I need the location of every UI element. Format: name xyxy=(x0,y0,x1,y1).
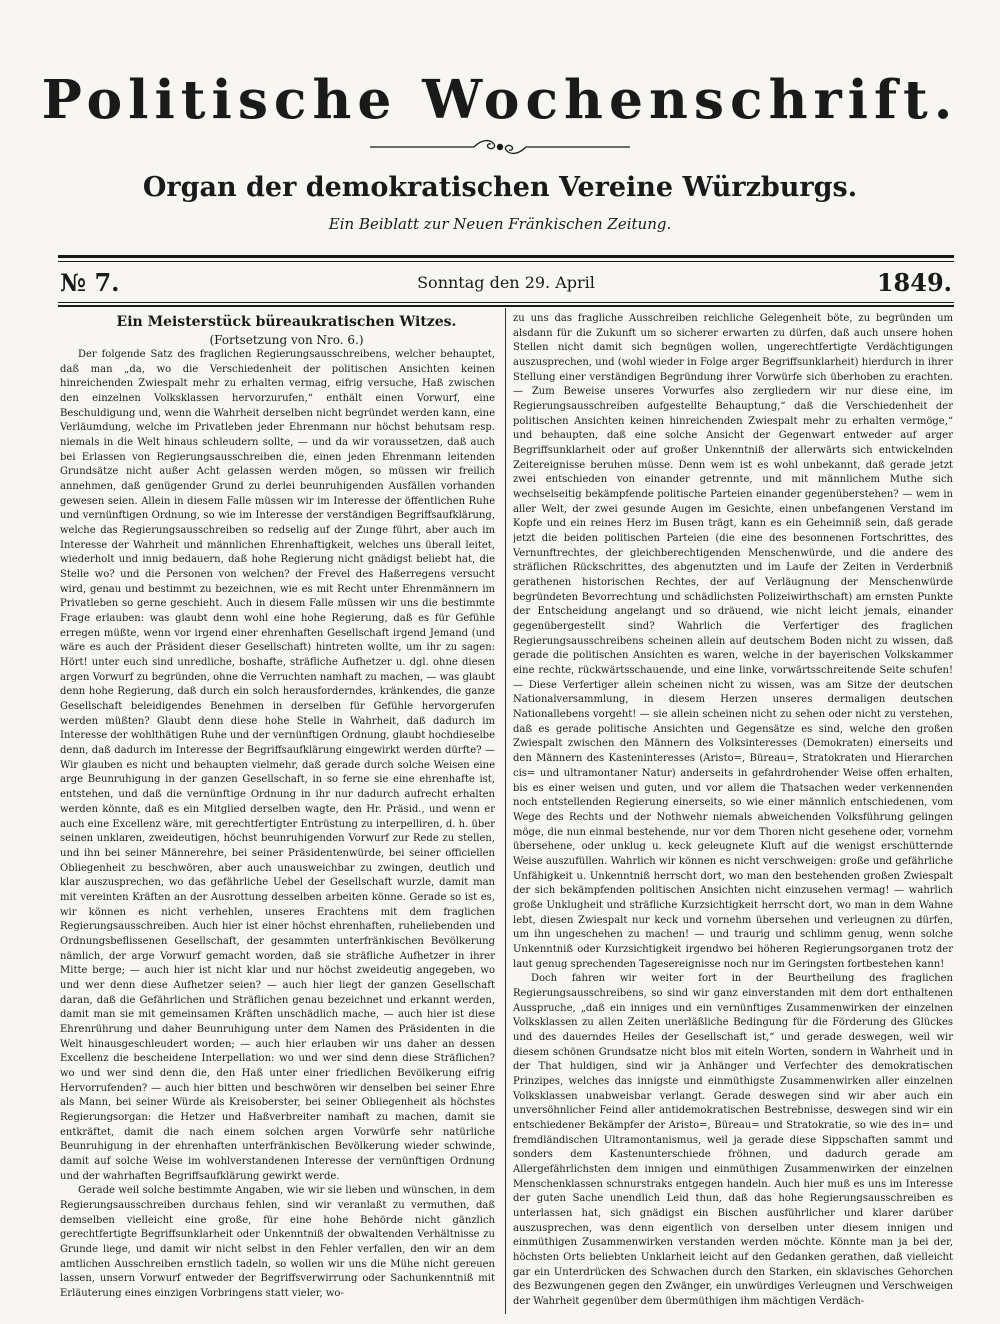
ornament-divider-icon xyxy=(370,136,630,158)
rule-top-thick xyxy=(58,255,954,258)
paragraph: Der folgende Satz des fraglichen Regierungsausschreibens, welcher behauptet, daß man „da, wo die Verschiedenheit der politischen Ansichten keinen hinreichenden Zwiespalt mehr zu erhalten vermag, eifrig versuche, Haß zwischen den einzelnen Volksklassen hervorzurufen,“ enthält einen Vorwurf, eine Beschuldigung und, wenn die Wahrheit derselben nicht begründet werden kann, eine Verläumdung, welche im Privatleben jeder Ehrenmann nur höchst behutsam resp. niemals in die Welt hinaus schleudern sollte, — und da wir voraussetzen, daß auch bei Erlassen von Regierungsausschreiben die, einen jeden Ehrenmann leitenden Grundsätze nicht außer Acht gelassen werden mögen, so müssen wir freilich annehmen, daß genügender Grund zu derlei beunruhigenden Ausfällen vorhanden gewesen seien. Allein in diesem Falle müssen wir im Interesse der öffentlichen Ruhe und vernünftigen Ordnung, so wie im Interesse der verständigen Begriffsaufklärung, welche das Regierungsausschreiben so redselig auf der Zunge führt, aber auch im Interesse der Wahrheit und männlichen Ehrenhaftigkeit, welches uns überall leitet, wiederholt und innig bedauern, daß hohe Regierung nicht gnädigst beliebt hat, die Stelle wo? und die Personen von welchen? der Frevel des Haßerregens versucht wird, genau und bestimmt zu bezeichnen, wie es mit Recht unter Ehrenmännern im Privatleben so gerne geschieht. Auch in diesem Falle müssen wir uns die bestimmte Frage erlauben: was glaubt denn wohl eine hohe Regierung, daß es für Gefühle erregen müßte, wenn vor irgend einer ehrenhaften Gesellschaft irgend Jemand (und wäre es auch der Präsident dieser Gesellschaft) hintreten wollte, um ihr zu sagen: Hört! unter euch sind unredliche, boshafte, sträfliche Aufhetzer u. dgl. ohne diesen argen Vorwurf zu begründen, ohne die Verruchten namhaft zu machen, — was glaubt denn hohe Regierung, daß durch ein solch herausforderndes, kränkendes, die ganze Gesellschaft beleidigendes Benehmen in derselben für Gefühle hervorgerufen werden müßten? Glaubt denn diese hohe Stelle in Wahrheit, daß dadurch im Interesse der wohlthätigen Ruhe und der vernünftigen Ordnung, glaubt hochdieselbe denn, daß dadurch im Interesse der Begriffsaufklärung eingewirkt werden dürfte? — Wir glauben es nicht und behaupten vielmehr, daß gerade durch solche Weisen eine arge Beunruhigung in der ganzen Gesellschaft, in so ferne sie eine ehrenhafte ist, entstehen, und daß die vernünftige Ordnung in ihr nur dadurch aufrecht erhalten werden könnte, daß es ein Mitglied derselben wagte, den Hr. Präsid., und wenn er auch eine Excellenz wäre, mit gerechtfertigter Entrüstung zu interpelliren, d. h. über seinen unklaren, zweideutigen, höchst beunruhigenden Vorwurf zur Rede zu stellen, und ihn bei seiner Männerehre, bei seiner Präsidentenwürde, bei seiner officiellen Obliegenheit zu beschwören, aber auch unausweichbar zu zwingen, deutlich und klar auszusprechen, wo das gefährliche Uebel der Gesellschaft wurzle, damit man mit vereinten Kräften an der Ausrottung desselben arbeiten könne. Gerade so ist es, wir können es nicht verhehlen, unseres Erachtens mit dem fraglichen Regierungsausschreiben. Auch hier ist einer höchst ehrenhaften, ruheliebenden und Ordnungsbeflissenen Gesellschaft, der gesammten unterfränkischen Bevölkerung nämlich, der arge Vorwurf gemacht worden, daß sie sträfliche Aufhetzer in ihrer Mitte berge; — auch hier ist nicht klar und nur höchst zweideutig angegeben, wo und wer denn diese Aufhetzer seien? — auch hier liegt der ganzen Gesellschaft daran, daß die Gefährlichen und Sträflichen genau bezeichnet und erkannt werden, damit man sie mit gemeinsamen Kräften unschädlich mache, — auch hier ist diese Ehrenrührung und daher Beunruhigung unter dem Namen des Präsidenten in die Welt hinausgeschleudert worden; — auch hier erlauben wir uns daher an dessen Excellenz die bescheidene Interpellation: wo und wer sind denn diese Sträflichen? wo und wer sind denn die, den Haß unter einer friedlichen Bevölkerung eifrig Hervorrufenden? — auch hier bitten und beschwören wir denselben bei seiner Ehre als Mann, bei seiner Würde als Kreisoberster, bei seiner Obliegenheit als höchstes Regierungsorgan: die Hetzer und Haßverbreiter namhaft zu machen, damit sie entkräftet, damit die nach einem solchen argen Vorwürfe sehr natürliche Beunruhigung in der ehrenhaften unterfränkischen Bevölkerung wieder schwinde, damit auf solche Weise im wohlverstandenen Interesse der vernünftigen Ordnung und der wahrhaften Begriffsaufklärung gewirkt werde. xyxy=(60,349,495,1182)
issue-date: Sonntag den 29. April xyxy=(417,273,595,292)
masthead-supplement: Ein Beiblatt zur Neuen Fränkischen Zeitung. xyxy=(328,215,672,233)
rule-dateline-thick xyxy=(58,305,954,307)
masthead-title: Politische Wochenschrift. xyxy=(41,68,959,131)
dateline xyxy=(58,268,954,298)
article-column-left xyxy=(60,312,495,1316)
article-continuation: (Fortsetzung von Nro. 6.) xyxy=(209,333,364,347)
rule-top-thin xyxy=(58,261,954,262)
article-title: Ein Meisterstück büreaukratischen Witzes. xyxy=(116,314,457,330)
paragraph: zu uns das fragliche Ausschreiben reichliche Gelegenheit böte, zu begründen um alsdann für die Zukunft um so sicherer erwarten zu dürfen, daß auch unsere hohen Stellen nicht damit sich begnügen wollen, ungerechtfertigte Verdächtigungen auszusprechen, und (wohl wieder in Folge arger Begriffsunklarheit) hierdurch in ihrer Stellung einer verständigen Begründung ihrer Vorwürfe sich überhoben zu erachten. — Zum Beweise unseres Vorwurfes also zergliedern wir nur diese eine, im Regierungsausschreiben aufgestellte Behauptung,“ daß die Verschiedenheit der politischen Ansichten keinen hinreichenden Zwiespalt mehr zu erhalten vermöge,“ und behaupten, daß eine solche Ansicht der Gegenwart entweder auf arger Begriffsunklarheit oder auf großer Unkenntniß der allerwärts sich entwickelnden Zeitereignisse beruhen müsse. Denn wem ist es wohl unbekannt, daß gerade jetzt zwei entschieden von einander getrennte, und mit männlichem Muthe sich wechselseitig bekämpfende politische Parteien einander gegenüberstehen? — wem in aller Welt, der zwei gesunde Augen im Gesichte, einen unbefangenen Verstand im Kopfe und ein reines Herz im Busen trägt, kann es ein Geheimniß sein, daß gerade jetzt die beiden politischen Parteien (die eine des besonnenen Fortschrittes, des Vernunftrechtes, der gleichberechtigenden Menschenwürde, und die andere des sträflichen Rückschrittes, des abgenutzten und im Laufe der Zeiten in Verderbniß gerathenen historischen Rechtes, der auf Verläugnung der Menschenwürde begründeten Bevorrechtung und schädlichsten Polizeiwirthschaft) am ernsten Punkte der Entscheidung angelangt und so dräuend, wie nicht leicht jemals, einander gegenübergestellt sind? Wahrlich die Verfertiger des fraglichen Regierungsausschreibens scheinen allein auf deutschem Boden nicht zu wissen, daß gerade die politischen Ansichten es waren, welche in der bayerischen Volkskammer eine rechte, rückwärtsschauende, und eine linke, vorwärtsschreitende Seite schufen! — Diese Verfertiger allein scheinen nicht zu wissen, was am Sitze der deutschen Nationalversammlung, in diesem Herzen unseres dermaligen deutschen Nationallebens vorgeht! — sie allein scheinen nicht zu sehen oder nicht zu verstehen, daß es gerade politische Ansichten und Gegensätze es sind, welche den großen Zwiespalt zwischen den Männern des Volksinteresses (Demokraten) einerseits und den Männern des Kasteninteresses (Aristo=, Büreau=, Stratokraten und Hierarchen cis= und ultramontaner Natur) anderseits in gefahrdrohender Weise offen erhalten, bis es einer weisen und guten, und vor allem die Thatsachen weder verkennenden noch entstellenden Regierung einerseits, so wie einer männlich entschiedenen, vom Wege des Rechts und der Nothwehr niemals abweichenden Volksführung gelingen möge, die nun einmal bestehende, nur vor dem Thoren nicht gesehene oder, vornehm übersehene, oder unklug u. keck geleugnete Kluft auf die wenigst erschütternde Weise auszufüllen. Wahrlich wir können es nicht verschweigen: große und gefährliche Unfähigkeit u. Unkenntniß herrscht dort, wo man den bestehenden großen Zwiespalt der sich bekämpfenden politischen Ansichten nicht einzusehen vermag! — wahrlich große Unklugheit und sträfliche Kurzsichtigkeit herrscht dort, wo man in dem Wahne lebt, diesen Zwiespalt nur keck und vornehm übersehen und verleugnen zu dürfen, um ihn ungeschehen zu machen! — und traurig und schlimm genug, wenn solche Unkenntniß oder Kurzsichtigkeit irgendwo bei höheren Regierungsorganen trotz der laut genug sprechenden Tagesereignisse noch nur im Geringsten fortbestehen kann! xyxy=(513,313,953,970)
paragraph: Gerade weil solche bestimmte Angaben, wie wir sie lieben und wünschen, in dem Regierungsausschreiben durchaus fehlen, sind wir veranlaßt zu vermuthen, daß demselben vielleicht eine große, für eine hohe Behörde nicht gänzlich gerechtfertigte Begriffsunklarheit oder Unkenntniß der obwaltenden Verhältnisse zu Grunde liege, und damit wir nicht selbst in den Fehler verfallen, den wir an dem amtlichen Ausschreiben ernstlich tadeln, so wollen wir uns die Mühe nicht gereuen lassen, unsern Vorwurf entweder der Begriffsverwirrung oder Sachunkenntniß mit Erläuterung eines einzigen Vorbringens statt vieler, wo- xyxy=(60,1185,495,1299)
masthead-subtitle: Organ der demokratischen Vereine Würzburgs. xyxy=(142,172,858,203)
column-divider xyxy=(505,308,506,1314)
rule-dateline-thin xyxy=(58,302,954,303)
issue-number: № 7. xyxy=(60,268,120,297)
issue-year: 1849. xyxy=(876,268,952,297)
paragraph: Doch fahren wir weiter fort in der Beurtheilung des fraglichen Regierungsausschreibens, so sind wir ganz einverstanden mit dem dort enthaltenen Ausspruche, „daß ein inniges und ein vernünftiges Zusammenwirken der einzelnen Volksklassen zu allen Zeiten unerläßliche Bedingung für die Förderung des Glückes und des dauerndes Heiles der Gesellschaft ist,“ und gerade deswegen, weil wir diesem schönen Grundsatze nicht blos mit eiteln Worten, sondern in Wahrheit und in der That huldigen, sind wir ja Anhänger und Verfechter des demokratischen Prinzipes, welches das innigste und einmüthigste Zusammenwirken aller einzelnen Volksklassen unabweisbar verlangt. Gerade deswegen sind wir aber auch ein unversöhnlicher Feind aller antidemokratischen Bestrebnisse, deswegen sind wir ein entschiedener Bekämpfer der Aristo=, Büreau= und Stratokratie, so wie des in= und fremdländischen Ultramontanismus, weil ja gerade diese Sippschaften sammt und sonders dem Kastenunterschiede fröhnen, und dadurch gerade am Allergefährlichsten dem innigen und einmüthigen Zusammenwirken der einzelnen Menschenklassen schnurstraks entgegen handeln. Auch hier muß es uns im Interesse der guten Sache unendlich Leid thun, daß das hohe Regierungsausschreiben es unterlassen hat, sich gnädigst ein Bischen ausführlicher und klarer darüber auszusprechen, was denn eigentlich von derselben unter diesem innigen und einmüthigen Zusammenwirken verstanden werden möchte. Könnte man ja bei der, höchsten Orts beliebten Unklarheit leicht auf den Gedanken gerathen, daß vielleicht gar ein Unterdrücken des Schwachen durch den Starken, ein sklavisches Gehorchen des Bezwungenen gegen den Zwänger, ein unwürdiges Verleugnen und Verschweigen der Wahrheit gegenüber dem übermüthigen ihm mächtigen Verdäch- xyxy=(513,973,953,1308)
masthead xyxy=(40,60,960,140)
article-column-right xyxy=(513,312,953,1316)
